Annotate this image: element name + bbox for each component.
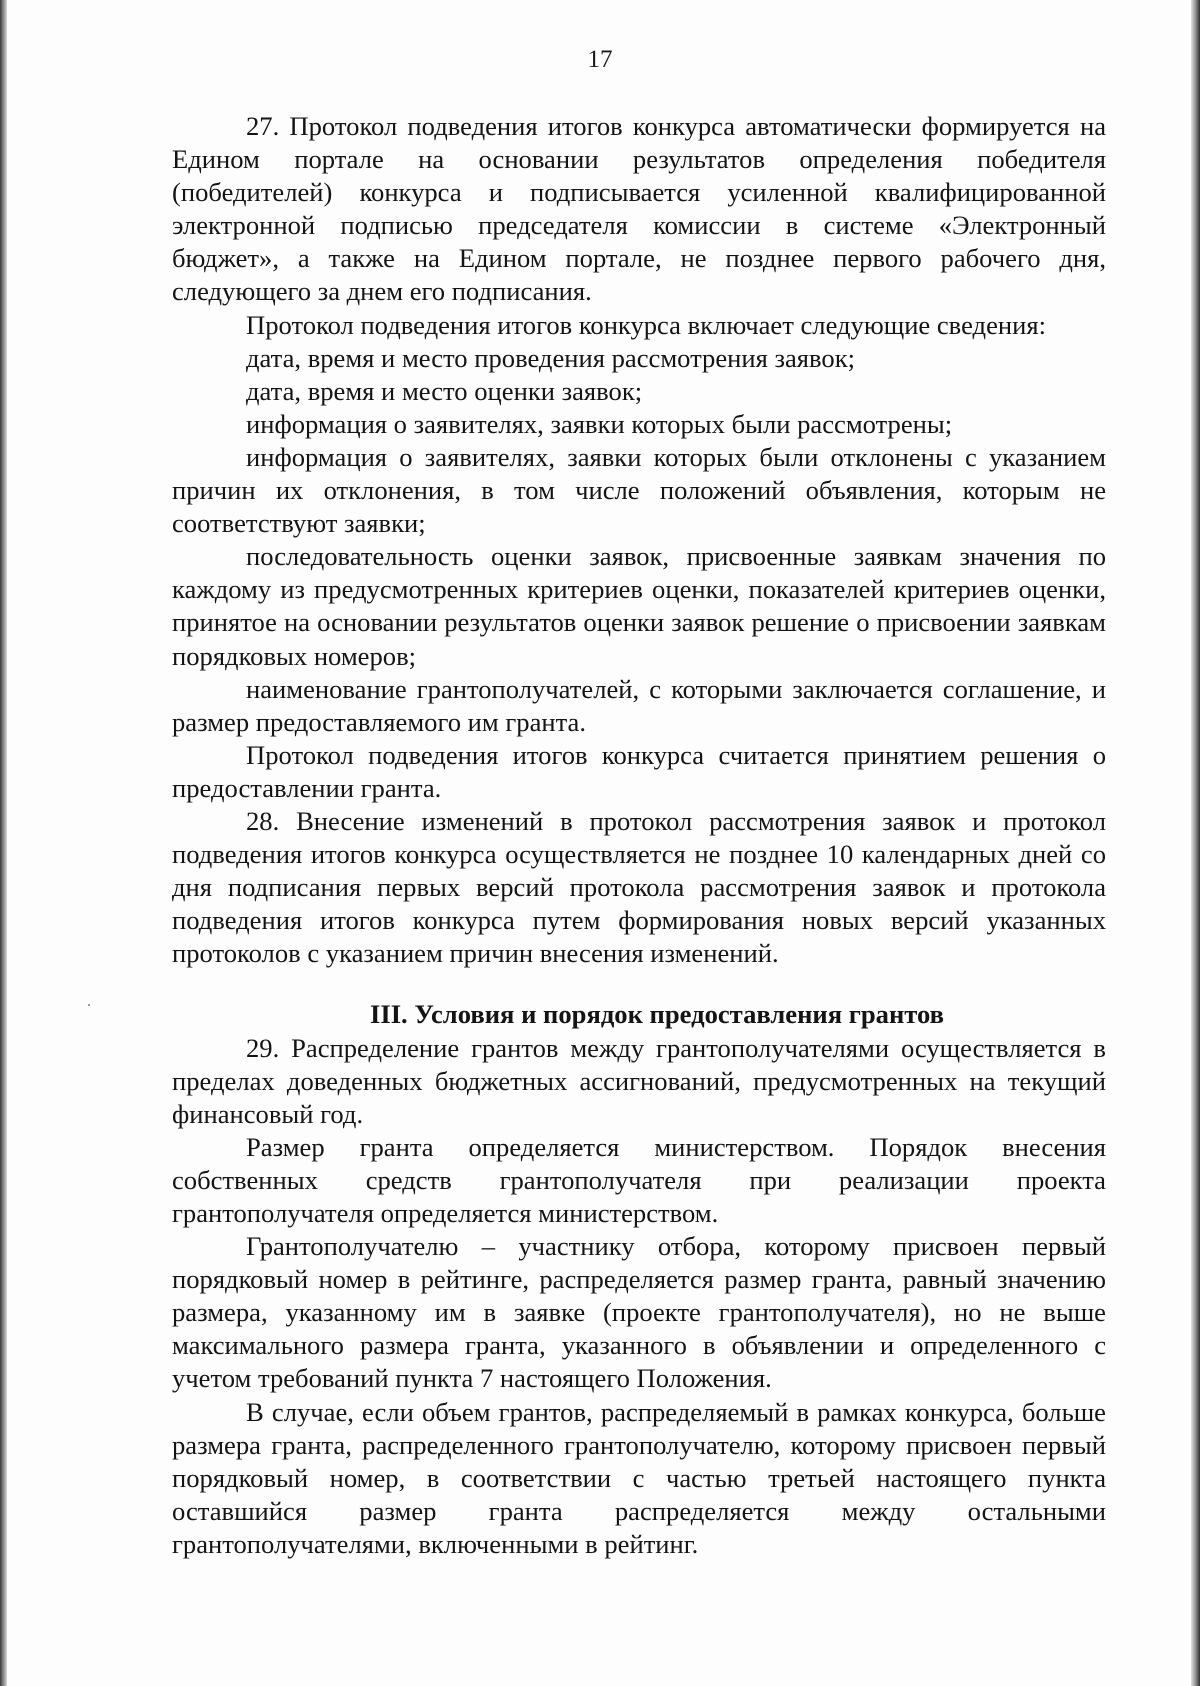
list-item: последовательность оценки заявок, присвоенные заявкам значения по каждому из предусмотренных критериев оценки, показателей критериев оценки, принятое на основании результатов оценки заявок решение о присвоении заявкам порядковых номеров; [172, 541, 1106, 671]
paragraph-decision: Протокол подведения итогов конкурса считается принятием решения о предоставлении гранта. [172, 739, 1106, 803]
document-body [172, 110, 1106, 1561]
paragraph-28: 28. Внесение изменений в протокол рассмотрения заявок и протокол подведения итогов конкурса осуществляется не позднее 10 календарных дней со дня подписания первых версий протокола рассмотрения заявок и протокола подведения итогов конкурса путем формирования новых версий указанных протоколов с указанием причин внесения изменений. [172, 805, 1106, 969]
paragraph-remaining-distribution: В случае, если объем грантов, распределяемый в рамках конкурса, больше размера гранта, распределенного грантополучателю, которому присвоен первый порядковый номер, в соответствии с частью третьей настоящего пункта оставшийся размер гранта распределяется между остальными грантополучателями, включенными в рейтинг. [172, 1396, 1106, 1559]
list-item: информация о заявителях, заявки которых были рассмотрены; [246, 408, 953, 439]
list-item: дата, время и место проведения рассмотрения заявок; [246, 342, 856, 373]
scan-edge-left [0, 0, 7, 1686]
paragraph-29: 29. Распределение грантов между грантополучателями осуществляется в пределах доведенных бюджетных ассигнований, предусмотренных на текущий финансовый год. [172, 1032, 1106, 1129]
paragraph-first-rank: Грантополучателю – участнику отбора, которому присвоен первый порядковый номер в рейтинге, распределяется размер гранта, равный значению размера, указанному им в заявке (проекте грантополучателя), но не выше максимального размера гранта, указанного в объявлении и определенного с учетом требований пункта 7 настоящего Положения. [172, 1231, 1106, 1394]
page-number: 17 [587, 46, 613, 73]
paragraph-grant-size: Размер гранта определяется министерством. Порядок внесения собственных средств грантополучателя при реализации проекта грантополучателя определяется министерством. [172, 1131, 1106, 1228]
list-item: дата, время и место оценки заявок; [246, 375, 643, 406]
protocol-contents-intro: Протокол подведения итогов конкурса включает следующие сведения: [246, 309, 1046, 340]
scan-edge-right [1191, 0, 1200, 1686]
section-heading: III. Условия и порядок предоставления грантов [370, 999, 944, 1030]
scan-speck [88, 1004, 90, 1006]
paragraph-27: 27. Протокол подведения итогов конкурса автоматически формируется на Едином портале на основании результатов определения победителя (победителей) конкурса и подписывается усиленной квалифицированной электронной подписью председателя комиссии в системе «Электронный бюджет», а также на Едином портале, не позднее первого рабочего дня, следующего за днем его подписания. [172, 111, 1106, 307]
list-item: информация о заявителях, заявки которых были отклонены с указанием причин их отклонения, в том числе положений объявления, которым не соответствуют заявки; [172, 441, 1106, 539]
list-item: наименование грантополучателей, с которыми заключается соглашение, и размер предоставляемого им гранта. [172, 673, 1106, 737]
